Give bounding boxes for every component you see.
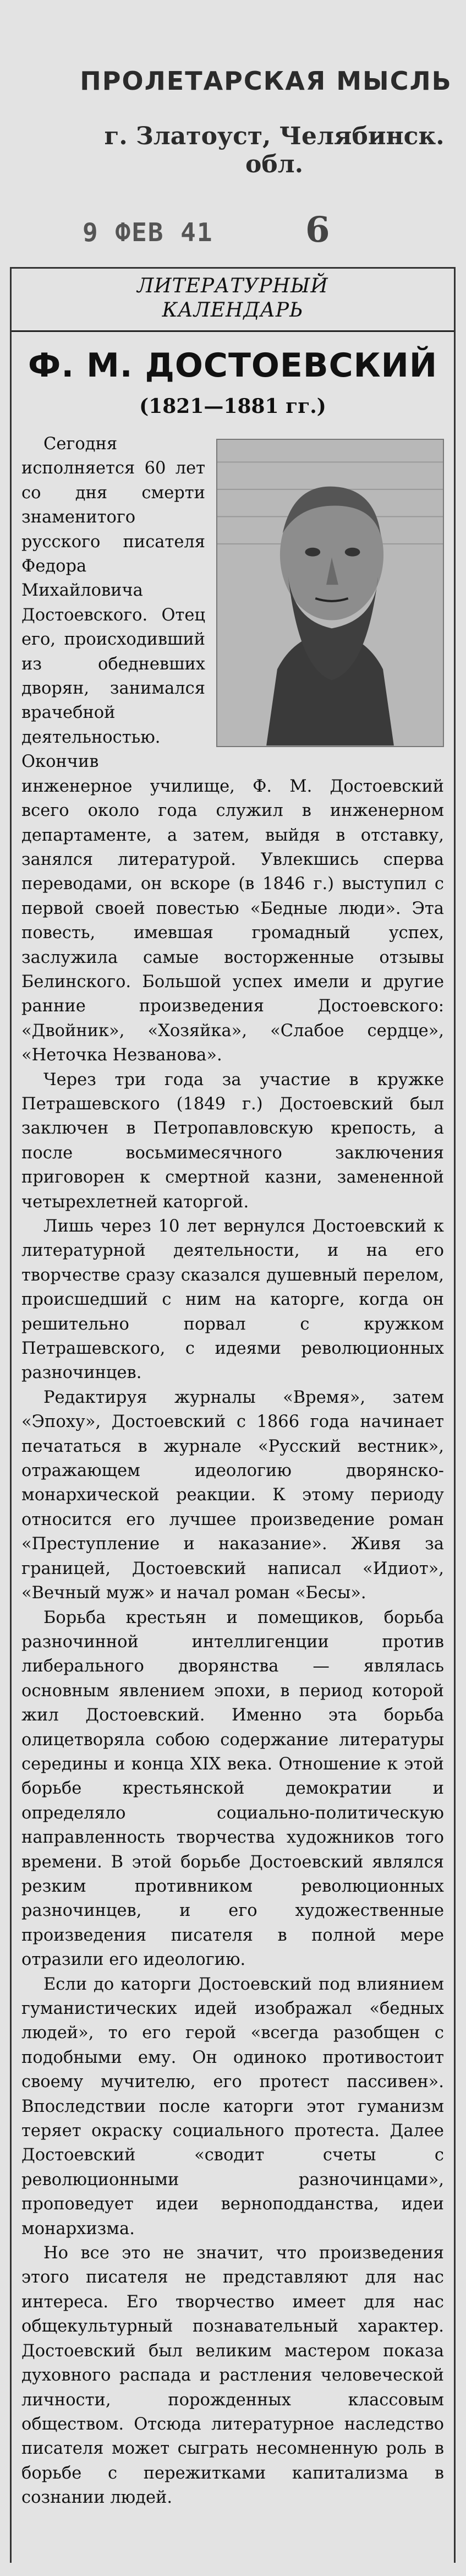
portrait-image xyxy=(216,439,444,747)
date-stamp: 9 ФЕВ 41 xyxy=(83,217,213,247)
page-number: 6 xyxy=(305,209,330,250)
article xyxy=(10,267,456,2563)
rubric xyxy=(12,269,454,332)
rubric-line-1: ЛИТЕРАТУРНЫЙ xyxy=(137,275,328,297)
newspaper-title: ПРОЛЕТАРСКАЯ МЫСЛЬ xyxy=(80,66,452,96)
masthead xyxy=(0,66,466,178)
paragraph: Лишь через 10 лет вернулся Достоевский к литературной деятельности, и на его творчестве сразу сказался душевный перелом, происшедший с ним на каторге, когда он решительно порвал с кружком Петрашевского, с идеями революционных разночинцев. xyxy=(21,1217,444,1383)
paragraph: Борьба крестьян и помещиков, борьба разночинной интеллигенции против либерального дворянства — являлась основным явлением эпохи, в период которой жил Достоевский. Именно эта борьба олицетворяла собою содержание литературы середины и конца XIX века. Отношение к этой борьбе крестьянской демократии и определяло социально-политическую направленность творчества художников того времени. В этой борьбе Достоевский являлся резким противником революционных разночинцев, и его художественные произведения писателя в полной мере отразили его идеологию. xyxy=(21,1608,444,1970)
paragraph: Если до каторги Достоевский под влиянием гуманистических идей изображал «бедных людей», то его герой «всегда разобщен с подобными ему. Он одиноко противостоит своему мучителю, его протест пассивен». Впоследствии после каторги этот гуманизм теряет окраску социального протеста. Далее Достоевский «сводит счеты с революционными разночинцами», проповедует идеи верноподданства, идеи монархизма. xyxy=(21,1974,444,2239)
rubric-line-2: КАЛЕНДАРЬ xyxy=(162,299,304,322)
paragraph: Редактируя журналы «Время», затем «Эпоху», Достоевский с 1866 года начинает печататься в журнале «Русский вестник», отражающем идеологию дворянско-монархической реакции. К этому периоду относится его лучшее произведение роман «Преступление и наказание». Живя за границей, Достоевский написал «Идиот», «Вечный муж» и начал роман «Бесы». xyxy=(21,1387,444,1603)
article-headline: Ф. М. ДОСТОЕВСКИЙ xyxy=(28,346,438,385)
article-years: (1821—1881 гг.) xyxy=(139,395,326,418)
paragraph: Через три года за участие в кружке Петрашевского (1849 г.) Достоевский был заключен в Петропавловскую крепость, а после восьмимесячного заключения приговорен к смертной казни, замененной четырехлетней каторгой. xyxy=(21,1070,444,1212)
paragraph: Но все это не значит, что произведения этого писателя не представляют для нас интереса. Его творчество имеет для нас общекультурный познавательный характер. Достоевский был великим мастером показа духовного распада и растления человеческой личности, порожденных классовым обществом. Отсюда литературное наследство писателя может сыграть несомненную роль в борьбе с пережитками капитализма в сознании людей. xyxy=(21,2243,444,2508)
newspaper-city: г. Златоуст, Челябинск. обл. xyxy=(104,122,445,178)
portrait-illustration xyxy=(217,440,443,746)
article-body xyxy=(21,432,444,2510)
paragraph: Сегодня исполняется 60 лет со дня смерти знаменитого русского писателя Федора Михайловича Достоевского. Отец его, происходивший из обедневших дворян, занимался врачебной деятельностью. Окончив инженерное училище, Ф. М. Достоевский всего около года служил в инженерном департаменте, а затем, выйдя в отставку, занялся литературой. Увлекшись сперва переводами, он вскоре (в 1846 г.) выступил с первой своей повестью «Бедные люди». Эта повесть, имевшая громадный успех, заслужила самые восторженные отзывы Белинского. Большой успех имели и другие ранние произведения Достоевского: «Двойник», «Хозяйка», «Слабое сердце», «Неточка Незванова». xyxy=(21,434,444,1065)
